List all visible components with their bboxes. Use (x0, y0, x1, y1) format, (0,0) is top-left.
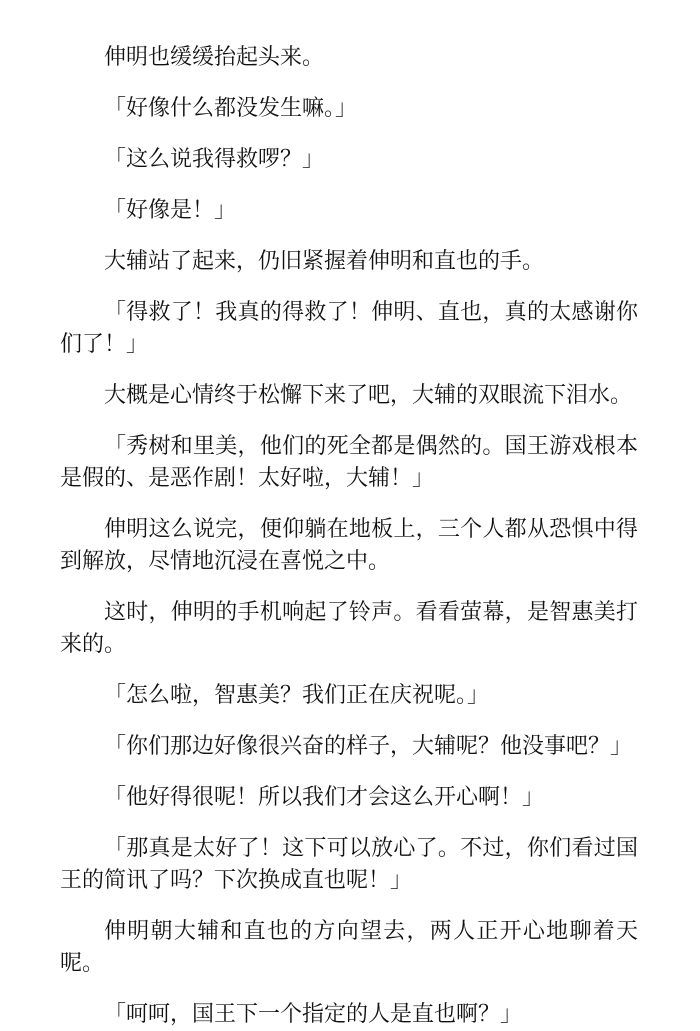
paragraph-10: 这时，伸明的手机响起了铃声。看看萤幕，是智惠美打来的。 (60, 600, 638, 657)
paragraph-6: 「得救了！我真的得救了！伸明、直也，真的太感谢你们了！」 (60, 300, 638, 357)
paragraph-5: 大辅站了起来，仍旧紧握着伸明和直也的手。 (104, 249, 545, 274)
paragraph-8: 「秀树和里美，他们的死全都是偶然的。国王游戏根本是假的、是恶作剧！太好啦，大辅！」 (60, 434, 638, 491)
paragraph-15: 伸明朝大辅和直也的方向望去，两人正开心地聊着天呢。 (60, 919, 638, 976)
paragraph-11: 「怎么啦，智惠美？我们正在庆祝呢。」 (104, 683, 490, 708)
paragraph-1: 伸明也缓缓抬起头来。 (104, 45, 325, 70)
paragraph-12: 「你们那边好像很兴奋的样子，大辅呢？他没事吧？」 (104, 734, 633, 759)
paragraph-3: 「这么说我得救啰？」 (104, 147, 325, 172)
paragraph-13: 「他好得很呢！所以我们才会这么开心啊！」 (104, 785, 545, 810)
paragraph-16: 「呵呵，国王下一个指定的人是直也啊？」 (104, 1002, 523, 1027)
paragraph-4: 「好像是！」 (104, 198, 237, 223)
paragraph-14: 「那真是太好了！这下可以放心了。不过，你们看过国王的简讯了吗？下次换成直也呢！」 (60, 836, 638, 893)
paragraph-2: 「好像什么都没发生嘛。」 (104, 96, 358, 121)
paragraph-7: 大概是心情终于松懈下来了吧，大辅的双眼流下泪水。 (104, 383, 633, 408)
paragraph-9: 伸明这么说完，便仰躺在地板上，三个人都从恐惧中得到解放，尽情地沉浸在喜悦之中。 (60, 517, 638, 574)
